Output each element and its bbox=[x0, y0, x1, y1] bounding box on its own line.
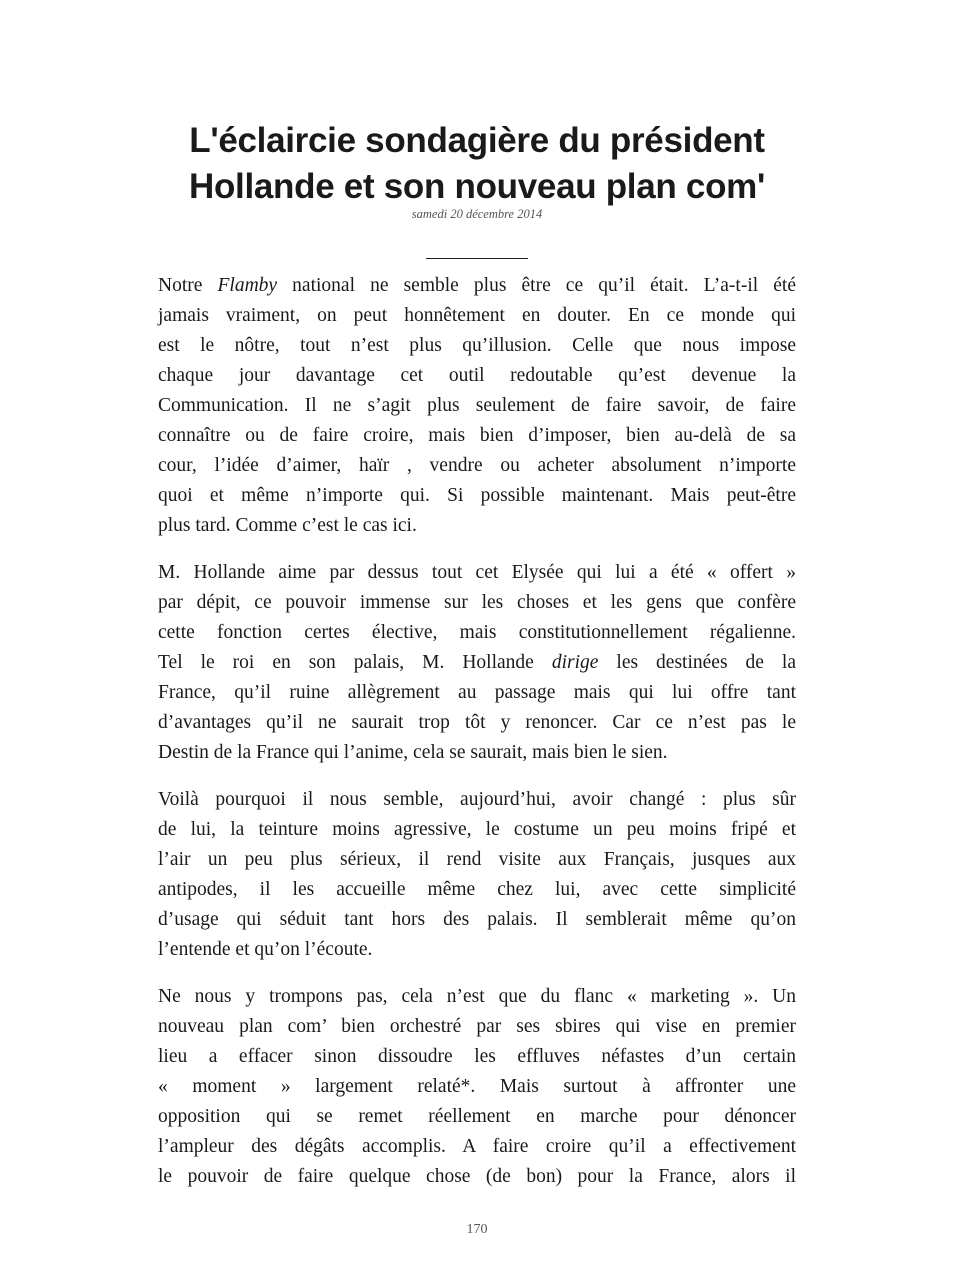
article-date: samedi 20 décembre 2014 bbox=[411, 207, 543, 221]
article-title-line-2: Hollande et son nouveau plan com' bbox=[188, 167, 765, 206]
text-run: plus tard. Comme c’est le cas ici. bbox=[158, 515, 417, 536]
text-line bbox=[158, 1072, 796, 1102]
text-run: national ne semble plus être ce qu’il était. L’a-t-il été bbox=[277, 275, 796, 296]
text-line bbox=[158, 618, 796, 648]
text-run: chaque jour davantage cet outil redoutable qu’est devenue la bbox=[158, 365, 796, 386]
text-run: de lui, la teinture moins agressive, le costume un peu moins fripé et bbox=[158, 819, 796, 840]
paragraph bbox=[158, 785, 796, 965]
text-line bbox=[158, 935, 796, 965]
text-line bbox=[158, 905, 796, 935]
article-title bbox=[100, 118, 854, 210]
text-line bbox=[158, 648, 796, 678]
text-run: l’ampleur des dégâts accomplis. A faire croire qu’il a effectivement bbox=[158, 1136, 796, 1157]
text-line bbox=[158, 271, 796, 301]
text-run: d’avantages qu’il ne saurait trop tôt y renoncer. Car ce n’est pas le bbox=[158, 712, 796, 733]
text-run: Tel le roi en son palais, M. Hollande bbox=[158, 652, 552, 673]
text-run: Notre bbox=[158, 275, 218, 296]
text-run: Destin de la France qui l’anime, cela se saurait, mais bien le sien. bbox=[158, 742, 668, 763]
text-run: le pouvoir de faire quelque chose (de bon) pour la France, alors il bbox=[158, 1166, 796, 1187]
text-run: lieu a effacer sinon dissoudre les effluves néfastes d’un certain bbox=[158, 1046, 796, 1067]
text-run: Ne nous y trompons pas, cela n’est que du flanc « marketing ». Un bbox=[158, 986, 796, 1007]
text-line bbox=[158, 1162, 796, 1192]
text-run: Communication. Il ne s’agit plus seulement de faire savoir, de faire bbox=[158, 395, 796, 416]
text-run: jamais vraiment, on peut honnêtement en douter. En ce monde qui bbox=[158, 305, 796, 326]
emphasized-text: Flamby bbox=[217, 275, 278, 296]
text-run: l’air un peu plus sérieux, il rend visite aux Français, jusques aux bbox=[158, 849, 796, 870]
text-line bbox=[158, 451, 796, 481]
title-separator-rule bbox=[426, 258, 528, 259]
text-line bbox=[158, 678, 796, 708]
text-line bbox=[158, 361, 796, 391]
text-run: est le nôtre, tout n’est plus qu’illusion. Celle que nous impose bbox=[158, 335, 796, 356]
text-run: antipodes, il les accueille même chez lui, avec cette simplicité bbox=[158, 879, 796, 900]
text-run: connaître ou de faire croire, mais bien d’imposer, bien au-delà de sa bbox=[158, 425, 796, 446]
text-line bbox=[158, 588, 796, 618]
text-run: opposition qui se remet réellement en marche pour dénoncer bbox=[158, 1106, 796, 1127]
text-line bbox=[158, 511, 796, 541]
text-run: M. Hollande aime par dessus tout cet Elysée qui lui a été « offert » bbox=[158, 562, 796, 583]
text-line bbox=[158, 1102, 796, 1132]
paragraph bbox=[158, 558, 796, 768]
text-line bbox=[158, 815, 796, 845]
text-line bbox=[158, 1012, 796, 1042]
text-line bbox=[158, 391, 796, 421]
text-line bbox=[158, 785, 796, 815]
text-line bbox=[158, 982, 796, 1012]
text-run: cour, l’idée d’aimer, haïr , vendre ou acheter absolument n’importe bbox=[158, 455, 796, 476]
text-run: cette fonction certes élective, mais constitutionnellement régalienne. bbox=[158, 622, 796, 643]
article-title-line-1: L'éclaircie sondagière du président bbox=[189, 121, 765, 160]
text-run: les destinées de la bbox=[598, 652, 796, 673]
text-line bbox=[158, 1132, 796, 1162]
text-line bbox=[158, 421, 796, 451]
article-body bbox=[158, 271, 796, 1209]
page-number: 170 bbox=[466, 1222, 488, 1237]
text-line bbox=[158, 1042, 796, 1072]
text-line bbox=[158, 301, 796, 331]
text-line bbox=[158, 875, 796, 905]
paragraph bbox=[158, 271, 796, 541]
text-run: d’usage qui séduit tant hors des palais. Il semblerait même qu’on bbox=[158, 909, 796, 930]
text-line bbox=[158, 845, 796, 875]
text-run: nouveau plan com’ bien orchestré par ses sbires qui vise en premier bbox=[158, 1016, 796, 1037]
emphasized-text: dirige bbox=[551, 652, 599, 673]
text-line bbox=[158, 331, 796, 361]
text-line bbox=[158, 708, 796, 738]
paragraph bbox=[158, 982, 796, 1192]
text-line bbox=[158, 481, 796, 511]
text-line bbox=[158, 738, 796, 768]
text-run: France, qu’il ruine allègrement au passage mais qui lui offre tant bbox=[158, 682, 796, 703]
text-run: par dépit, ce pouvoir immense sur les choses et les gens que confère bbox=[158, 592, 796, 613]
text-run: Voilà pourquoi il nous semble, aujourd’hui, avoir changé : plus sûr bbox=[158, 789, 796, 810]
text-line bbox=[158, 558, 796, 588]
text-run: l’entende et qu’on l’écoute. bbox=[158, 939, 373, 960]
text-run: « moment » largement relaté*. Mais surtout à affronter une bbox=[158, 1076, 796, 1097]
text-run: quoi et même n’importe qui. Si possible maintenant. Mais peut-être bbox=[158, 485, 796, 506]
